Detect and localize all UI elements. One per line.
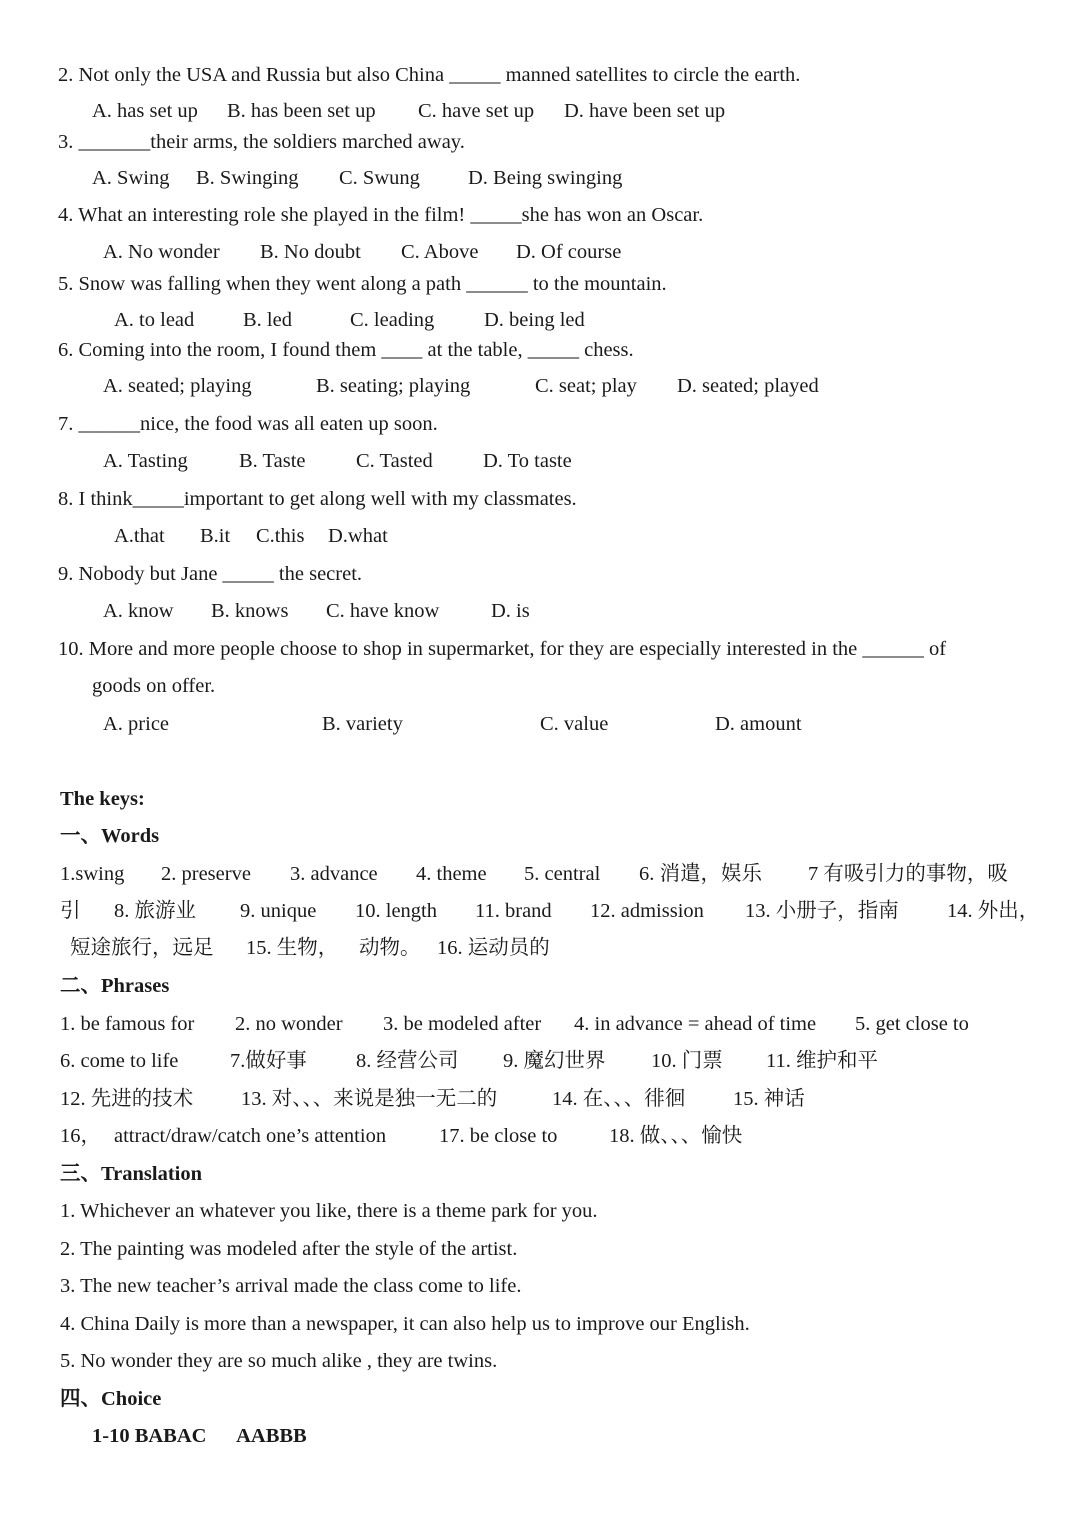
q4-option-b: B. No doubt [260,241,361,263]
q2-option-a: A. has set up [92,100,198,122]
q8-option-a: A.that [114,525,165,547]
phrase-key-18: 18. 做、、、愉快 [609,1125,743,1147]
q2-option-b: B. has been set up [227,100,376,122]
q5-option-a: A. to lead [114,309,195,331]
q8-option-b: B.it [200,525,231,547]
q7-option-a: A. Tasting [103,450,188,472]
phrase-key-16: attract/draw/catch one’s attention [114,1125,387,1147]
word-key-6: 6. 消遣，娱乐 [639,863,762,885]
word-key-16: 16. 运动员的 [437,937,550,959]
q3-option-a: A. Swing [92,167,170,189]
phrase-key-1: 1. be famous for [60,1013,195,1035]
question-9-stem: 9. Nobody but Jane _____ the secret. [58,563,363,585]
words-heading: 一、Words [60,825,160,847]
question-10-stem: 10. More and more people choose to shop in supermarket, for they are especially interested in the ______ of [58,638,947,660]
translation-4: 4. China Daily is more than a newspaper, it can also help us to improve our English. [60,1313,750,1335]
word-key-11: 11. brand [475,900,552,922]
translation-5: 5. No wonder they are so much alike , they are twins. [60,1350,498,1372]
q6-option-b: B. seating; playing [316,375,471,397]
q7-option-c: C. Tasted [356,450,433,472]
q5-option-b: B. led [243,309,292,331]
question-5-stem: 5. Snow was falling when they went along a path ______ to the mountain. [58,273,667,295]
phrase-key-7: 7.做好事 [230,1050,307,1072]
phrase-key-9: 9. 魔幻世界 [503,1050,606,1072]
q3-option-d: D. Being swinging [468,167,623,189]
word-key-10: 10. length [355,900,437,922]
phrase-key-17: 17. be close to [439,1125,558,1147]
question-2-stem: 2. Not only the USA and Russia but also China _____ manned satellites to circle the earth. [58,64,801,86]
phrase-key-6: 6. come to life [60,1050,179,1072]
phrase-key-16-number: 16， [60,1125,101,1147]
word-key-3: 3. advance [290,863,378,885]
word-key-13: 13. 小册子，指南 [745,900,899,922]
q5-option-c: C. leading [350,309,435,331]
word-key-9: 9. unique [240,900,317,922]
q10-option-c: C. value [540,713,609,735]
word-key-4: 4. theme [416,863,487,885]
q10-option-b: B. variety [322,713,403,735]
translation-heading: 三、Translation [60,1163,202,1185]
question-4-stem: 4. What an interesting role she played in the film! _____she has won an Oscar. [58,204,704,226]
question-3-stem: 3. _______their arms, the soldiers marched away. [58,131,465,153]
q8-option-c: C.this [256,525,305,547]
word-key-2: 2. preserve [161,863,251,885]
word-key-12: 12. admission [590,900,704,922]
phrase-key-12: 12. 先进的技术 [60,1088,194,1110]
phrase-key-10: 10. 门票 [651,1050,723,1072]
q10-option-a: A. price [103,713,170,735]
phrase-key-8: 8. 经营公司 [356,1050,459,1072]
word-key-14: 14. 外出， [947,900,1040,922]
phrase-key-2: 2. no wonder [235,1013,343,1035]
q9-option-c: C. have know [326,600,440,622]
word-key-14-continued: 短途旅行，远足 [70,937,214,959]
q7-option-d: D. To taste [483,450,572,472]
choice-heading: 四、Choice [60,1388,162,1410]
q9-option-b: B. knows [211,600,289,622]
phrase-key-15: 15. 神话 [733,1088,805,1110]
q4-option-a: A. No wonder [103,241,220,263]
phrase-key-11: 11. 维护和平 [766,1050,878,1072]
q3-option-b: B. Swinging [196,167,299,189]
phrase-key-5: 5. get close to [855,1013,969,1035]
question-10-stem-continued: goods on offer. [92,675,216,697]
q4-option-c: C. Above [401,241,479,263]
phrase-key-13: 13. 对、、、来说是独一无二的 [241,1088,498,1110]
q9-option-d: D. is [491,600,530,622]
word-key-15-continued: 动物。 [359,937,421,959]
word-key-7-continued: 引 [60,900,81,922]
word-key-15: 15. 生物， [246,937,339,959]
word-key-5: 5. central [524,863,601,885]
translation-1: 1. Whichever an whatever you like, there is a theme park for you. [60,1200,598,1222]
choice-answer: 1-10 BABAC AABBB [92,1425,307,1447]
q2-option-d: D. have been set up [564,100,726,122]
translation-3: 3. The new teacher’s arrival made the class come to life. [60,1275,522,1297]
phrases-heading: 二、Phrases [60,975,170,997]
keys-title: The keys: [60,788,145,810]
phrase-key-14: 14. 在、、、徘徊 [552,1088,686,1110]
question-8-stem: 8. I think_____important to get along well with my classmates. [58,488,577,510]
q8-option-d: D.what [328,525,388,547]
q2-option-c: C. have set up [418,100,535,122]
q6-option-d: D. seated; played [677,375,819,397]
q6-option-a: A. seated; playing [103,375,252,397]
q9-option-a: A. know [103,600,174,622]
q3-option-c: C. Swung [339,167,420,189]
q5-option-d: D. being led [484,309,585,331]
word-key-7: 7 有吸引力的事物，吸 [808,863,1008,885]
q10-option-d: D. amount [715,713,802,735]
q4-option-d: D. Of course [516,241,622,263]
word-key-1: 1.swing [60,863,125,885]
phrase-key-4: 4. in advance = ahead of time [574,1013,817,1035]
question-7-stem: 7. ______nice, the food was all eaten up soon. [58,413,438,435]
question-6-stem: 6. Coming into the room, I found them ____ at the table, _____ chess. [58,339,634,361]
phrase-key-3: 3. be modeled after [383,1013,542,1035]
q6-option-c: C. seat; play [535,375,637,397]
translation-2: 2. The painting was modeled after the style of the artist. [60,1238,518,1260]
q7-option-b: B. Taste [239,450,306,472]
word-key-8: 8. 旅游业 [114,900,196,922]
